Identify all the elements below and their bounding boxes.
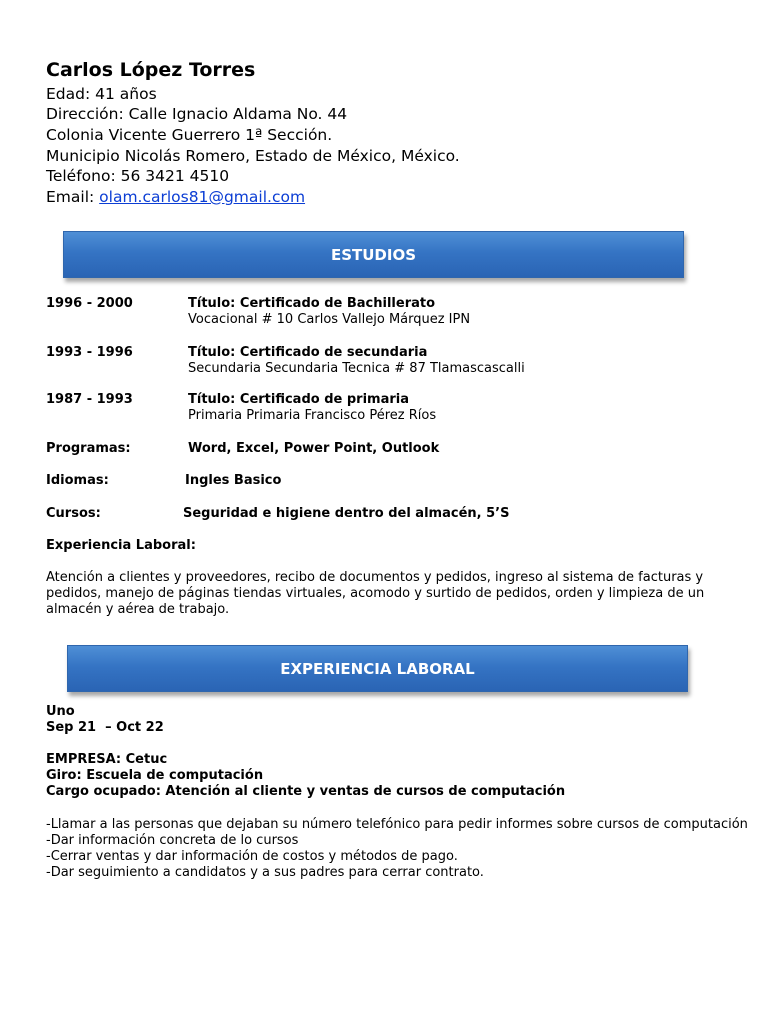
study-school: Secundaria Secundaria Tecnica # 87 Tlamascascalli: [188, 361, 525, 376]
address-line-1: Dirección: Calle Ignacio Aldama No. 44: [46, 105, 348, 123]
languages-value: Ingles Basico: [185, 473, 282, 488]
email-line: [46, 187, 305, 207]
work-ordinal: Uno: [46, 704, 75, 719]
study-school: Primaria Primaria Francisco Pérez Ríos: [188, 408, 437, 423]
studies-banner: [63, 231, 684, 278]
work-period: Sep 21 – Oct 22: [46, 720, 164, 735]
courses-value: Seguridad e higiene dentro del almacén, 5’S: [183, 506, 510, 521]
email-label: Email:: [46, 188, 95, 206]
courses-label: Cursos:: [46, 506, 101, 521]
study-years: 1993 - 1996: [46, 345, 133, 360]
study-title: Título: Certificado de secundaria: [188, 345, 428, 360]
work-position: Cargo ocupado: Atención al cliente y ventas de cursos de computación: [46, 784, 566, 799]
work-company: EMPRESA: Cetuc: [46, 752, 168, 767]
email-link[interactable]: olam.carlos81@gmail.com: [99, 188, 306, 206]
work-line-of-business: Giro: Escuela de computación: [46, 768, 264, 783]
experience-label: Experiencia Laboral:: [46, 538, 196, 553]
work-duty: -Dar información concreta de lo cursos: [46, 833, 299, 848]
phone-line: Teléfono: 56 3421 4510: [46, 167, 230, 185]
experience-summary: Atención a clientes y proveedores, recibo de documentos y pedidos, ingreso al sistema de facturas y pedidos, manejo de páginas tiendas virtuales, acomodo y surtido de pedidos, orden y limpieza de un almacén y aérea de trabajo.: [46, 570, 705, 617]
study-years: 1996 - 2000: [46, 296, 133, 311]
studies-heading: ESTUDIOS: [330, 245, 417, 264]
study-title: Título: Certificado de primaria: [188, 392, 409, 407]
languages-label: Idiomas:: [46, 473, 109, 488]
work-duty: -Dar seguimiento a candidatos y a sus padres para cerrar contrato.: [46, 865, 484, 880]
age-line: Edad: 41 años: [46, 85, 157, 103]
study-title: Título: Certificado de Bachillerato: [188, 296, 436, 311]
programs-value: Word, Excel, Power Point, Outlook: [188, 441, 440, 456]
work-duty: -Cerrar ventas y dar información de costos y métodos de pago.: [46, 849, 458, 864]
study-years: 1987 - 1993: [46, 392, 133, 407]
work-heading: EXPERIENCIA LABORAL: [280, 659, 475, 678]
programs-label: Programas:: [46, 441, 131, 456]
address-line-3: Municipio Nicolás Romero, Estado de México, México.: [46, 147, 460, 165]
work-duty: -Llamar a las personas que dejaban su número telefónico para pedir informes sobre cursos de computación: [46, 817, 748, 832]
candidate-name: Carlos López Torres: [46, 59, 256, 81]
work-banner: [67, 645, 688, 692]
address-line-2: Colonia Vicente Guerrero 1ª Sección.: [46, 126, 333, 144]
study-school: Vocacional # 10 Carlos Vallejo Márquez IPN: [188, 312, 471, 327]
